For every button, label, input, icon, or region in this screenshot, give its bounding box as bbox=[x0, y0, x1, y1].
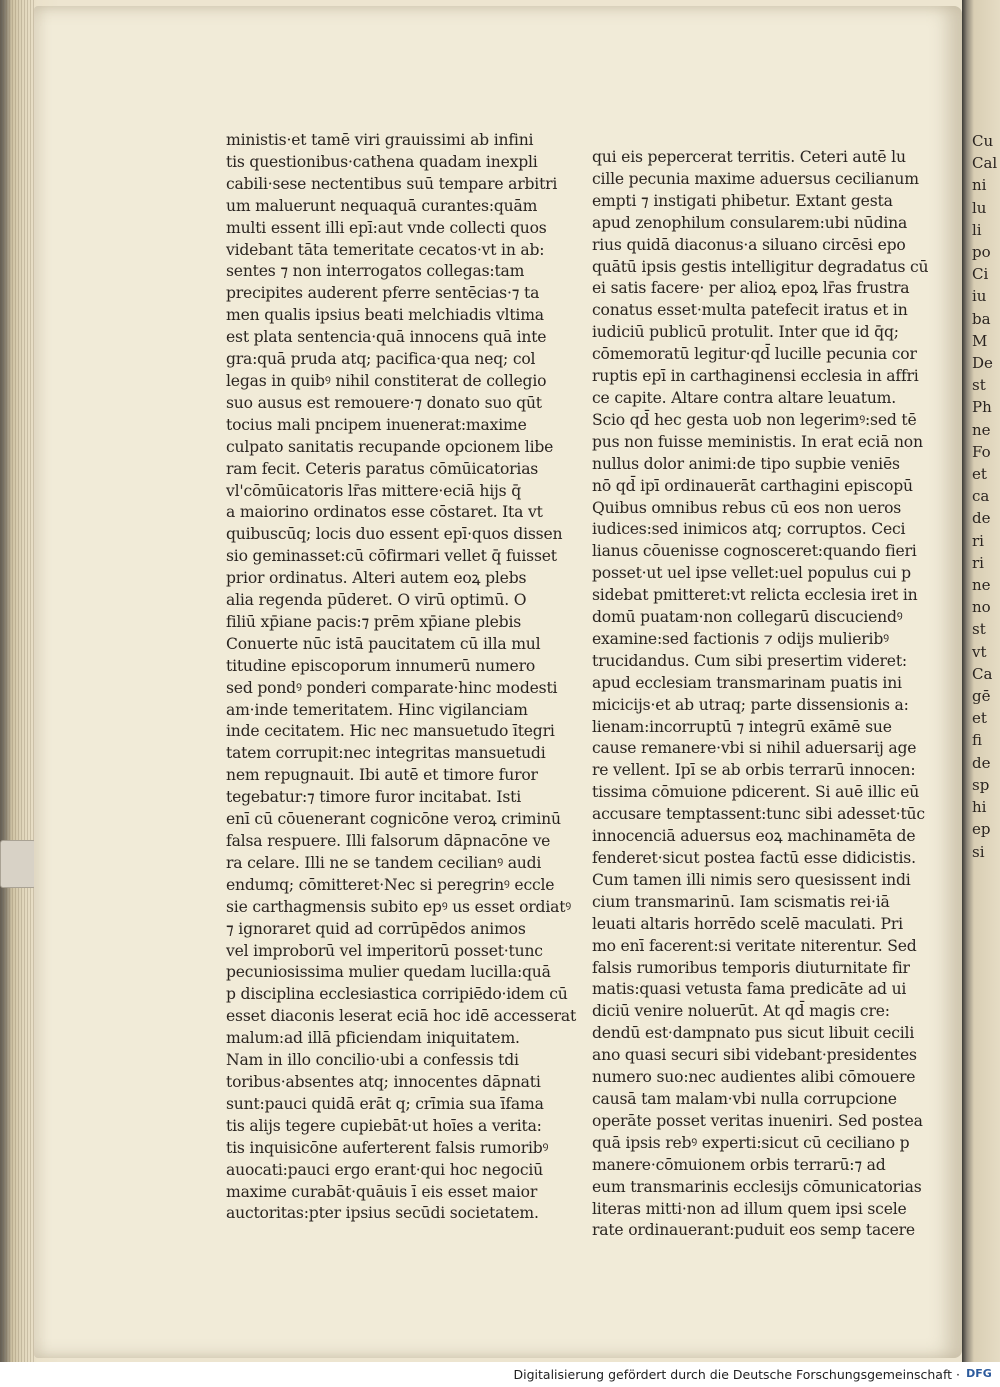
text-line: tocius mali pncipem inuenerat:maxime bbox=[226, 415, 527, 434]
facing-fragment: iu bbox=[972, 287, 987, 306]
text-line: enī cū cōuenerant cognicōne veroꝝ criminū bbox=[226, 810, 561, 829]
text-line: falsa respuere. Illi falsorum dāpnacōne ve bbox=[226, 832, 551, 850]
facing-fragment: vt bbox=[972, 642, 987, 661]
text-line: empti ⁊ instigati phibetur. Extant gesta bbox=[592, 191, 893, 210]
facing-page-text bbox=[972, 130, 1000, 890]
page-clip bbox=[0, 840, 36, 888]
text-line: Quibus omnibus rebus cū eos non ueros bbox=[592, 498, 902, 517]
right-text-column bbox=[592, 147, 929, 1242]
text-line: maxime curabāt·quāuis ī eis esset maior bbox=[226, 1182, 538, 1201]
text-line: a maiorino ordinatos esse cōstaret. Ita vt bbox=[226, 503, 543, 522]
facing-fragment: ri bbox=[972, 531, 984, 550]
facing-fragment: si bbox=[972, 842, 985, 861]
text-line: posset·ut uel ipse vellet:uel populus cui p bbox=[592, 564, 911, 583]
text-line: vl'cōmūicatoris lr̄as mittere·eciā hijs q̄ bbox=[226, 481, 521, 500]
text-line: toribus·absentes atq; innocentes dāpnati bbox=[226, 1072, 541, 1091]
text-line: cōmemoratū legitur·qd̄ lucille pecunia cor bbox=[592, 345, 917, 364]
text-line: pecuniosissima mulier quedam lucilla:quā bbox=[226, 963, 551, 982]
text-line: lienam:incorruptū ⁊ integrū exāmē sue bbox=[592, 717, 892, 736]
text-line: nō qd̄ ipī ordinauerāt carthagini episcopū bbox=[592, 476, 913, 495]
text-line: ram fecit. Ceteris paratus cōmūicatorias bbox=[226, 459, 539, 478]
facing-fragment: gē bbox=[972, 687, 991, 706]
text-line: matis:quasi vetusta fama predicāte ad ui bbox=[592, 980, 907, 999]
text-line: nullus dolor animi:de tipo supbie veniēs bbox=[592, 454, 900, 473]
text-line: filiū xp̄iane pacis:⁊ prēm xp̄iane plebis bbox=[226, 612, 522, 631]
text-line: tis inquisicōne auferterent falsis rumoribꝰ bbox=[226, 1138, 549, 1157]
text-line: est plata sentencia·quā innocens quā inte bbox=[226, 328, 547, 347]
text-line: ⁊ ignoraret quid ad corrūpēdos animos bbox=[226, 919, 526, 938]
text-line: causā tam malam·vbi nulla corrupcione bbox=[592, 1089, 897, 1108]
facing-fragment: De bbox=[972, 354, 993, 373]
text-line: sed pondꝰ ponderi comparate·hinc modesti bbox=[226, 678, 558, 697]
text-line: vel improborū vel imperitorū posset·tunc bbox=[226, 941, 543, 960]
text-line: qui eis pepercerat territis. Ceteri autē lu bbox=[592, 148, 906, 166]
text-line: sie carthagmensis subito epꝰ us esset ordiatꝰ bbox=[226, 897, 572, 916]
text-line: pus non fuisse meministis. In erat eciā non bbox=[592, 432, 923, 451]
text-line: ministis·et tamē viri grauissimi ab infini bbox=[226, 131, 534, 149]
facing-fragment: ne bbox=[972, 576, 991, 595]
text-line: Scio qd̄ hec gesta uob non legerimꝰ:sed tē bbox=[592, 410, 917, 429]
text-line: auctoritas:pter ipsius secūdi societatem. bbox=[226, 1204, 539, 1223]
text-line: legas in quibꝰ nihil constiterat de collegio bbox=[226, 371, 547, 390]
text-line: rate ordinauerant:puduit eos semp tacere bbox=[592, 1221, 915, 1240]
text-line: quātū ipsis gestis intelligitur degradatus cū bbox=[592, 257, 929, 276]
facing-fragment: Ca bbox=[972, 664, 993, 683]
text-line: lianus cōuenisse cognosceret:quando fieri bbox=[592, 542, 917, 561]
text-line: micicijs·et ab utraq; parte dissensionis a: bbox=[592, 695, 909, 714]
facing-fragment: Ph bbox=[972, 398, 992, 417]
facing-fragment: ni bbox=[972, 176, 987, 195]
facing-fragment: lu bbox=[972, 198, 987, 217]
text-line: accusare temptassent:tunc sibi adesset·tūc bbox=[592, 805, 925, 824]
text-line: titudine episcoporum innumerū numero bbox=[226, 656, 536, 675]
text-line: p disciplina ecclesiastica corripiēdo·idem cū bbox=[226, 985, 568, 1004]
text-line: tis alijs tegere cupiebāt·ut hoīes a verita: bbox=[226, 1116, 542, 1135]
text-line: esset diaconis leserat eciā hoc idē accesserat bbox=[226, 1007, 577, 1026]
left-text-column bbox=[226, 130, 577, 1225]
text-line: men qualis ipsius beati melchiadis vltima bbox=[226, 306, 544, 325]
text-line: sentes ⁊ non interrogatos collegas:tam bbox=[226, 262, 525, 281]
text-line: cabili·sese nectentibus suū tempare arbitri bbox=[226, 174, 558, 193]
text-line: endumq; cōmitteret·Nec si peregrinꝰ eccle bbox=[226, 875, 555, 894]
text-line: innocenciā aduersus eoꝝ machinamēta de bbox=[592, 827, 916, 846]
text-line: dendū est·dampnato pus sicut libuit cecili bbox=[592, 1024, 915, 1043]
text-line: inde cecitatem. Hic nec mansuetudo ītegri bbox=[226, 722, 555, 741]
facing-fragment: ri bbox=[972, 553, 984, 572]
text-line: ano quasi securi sibi videbant·presidentes bbox=[592, 1046, 917, 1065]
text-line: nem repugnauit. Ibi autē et timore furor bbox=[226, 766, 538, 785]
text-line: Cum tamen illi nimis sero quesissent indi bbox=[592, 870, 911, 889]
facing-fragment: et bbox=[972, 465, 987, 484]
text-line: diciū venire noluerūt. At qd̄ magis cre: bbox=[592, 1002, 890, 1021]
facing-fragment: ne bbox=[972, 420, 991, 439]
facing-fragment: de bbox=[972, 509, 991, 528]
text-line: multi essent illi epī:aut vnde collecti quos bbox=[226, 218, 547, 237]
text-line: alia regenda pūderet. O virū optimū. O bbox=[226, 591, 527, 610]
text-line: fenderet·sicut postea factū esse didicistis. bbox=[592, 849, 916, 867]
text-line: manere·cōmuionem orbis terrarū:⁊ ad bbox=[592, 1155, 886, 1174]
text-line: iudices:sed inimicos atq; corruptos. Ceci bbox=[592, 520, 906, 539]
text-line: literas mitti·non ad illum quem ipsi scele bbox=[592, 1199, 907, 1218]
text-line: numero suo:nec audientes alibi cōmouere bbox=[592, 1068, 916, 1087]
text-line: am·inde temeritatem. Hinc vigilanciam bbox=[226, 700, 528, 719]
text-line: Conuerte nūc istā paucitatem cū illa mul bbox=[226, 634, 541, 653]
page-edges bbox=[0, 0, 36, 1362]
text-line: re vellent. Ipī se ab orbis terrarū innocen: bbox=[592, 761, 916, 780]
text-line: ra celare. Illi ne se tandem cecilianꝰ audi bbox=[226, 853, 542, 872]
text-line: eum transmarinis ecclesijs cōmunicatorias bbox=[592, 1177, 922, 1196]
text-line: quā ipsis rebꝰ experti:sicut cū ceciliano p bbox=[592, 1133, 910, 1152]
text-line: sidebat pmitteret:vt relicta ecclesia iret in bbox=[592, 586, 918, 605]
text-line: precipites auderent pferre sentēcias·⁊ ta bbox=[226, 284, 540, 303]
dfg-logo: DFG bbox=[966, 1367, 992, 1380]
text-line: suo ausus est remouere·⁊ donato suo qūt bbox=[226, 393, 542, 412]
facing-fragment: no bbox=[972, 598, 991, 617]
facing-fragment: po bbox=[972, 243, 991, 262]
text-line: sunt:pauci quidā erāt q; crīmia sua īfama bbox=[226, 1094, 544, 1113]
text-line: ei satis facere· per alioꝝ epoꝝ lr̄as frustra bbox=[592, 279, 910, 298]
facing-fragment: li bbox=[972, 220, 982, 239]
facing-fragment: de bbox=[972, 753, 991, 772]
text-line: tegebatur:⁊ timore furor incitabat. Isti bbox=[226, 788, 522, 807]
text-line: ruptis epī in carthaginensi ecclesia in affri bbox=[592, 367, 919, 386]
facing-fragment: sp bbox=[972, 775, 990, 794]
text-line: operāte posset veritas inueniri. Sed postea bbox=[592, 1111, 923, 1130]
text-line: auocati:pauci ergo erant·qui hoc negociū bbox=[226, 1160, 544, 1179]
text-line: sio geminasset:cū cōfirmari vellet q̄ fuisset bbox=[226, 547, 557, 566]
text-line: tatem corrupit:nec integritas mansuetudi bbox=[226, 744, 546, 763]
facing-fragment: st bbox=[972, 620, 986, 639]
text-line: domū puatam·non collegarū discuciendꝰ bbox=[592, 608, 903, 627]
facing-fragment: hi bbox=[972, 798, 987, 817]
facing-fragment: ca bbox=[972, 487, 990, 506]
text-line: trucidandus. Cum sibi presertim videret: bbox=[592, 651, 907, 670]
text-line: leuati altaris horrēdo scelē maculati. Pri bbox=[592, 914, 903, 933]
text-line: falsis rumoribus temporis diuturnitate fir bbox=[592, 958, 910, 977]
facing-fragment: ba bbox=[972, 309, 991, 328]
text-line: malum:ad illā pficiendam iniquitatem. bbox=[226, 1029, 520, 1048]
text-line: quibuscūq; locis duo essent epī·quos dissen bbox=[226, 525, 563, 544]
facing-fragment: et bbox=[972, 709, 987, 728]
text-line: culpato sanitatis recupande opcionem libe bbox=[226, 437, 554, 456]
text-line: cium transmarinū. Iam scismatis rei·iā bbox=[592, 892, 890, 911]
text-line: videbant tāta temeritate cecatos·vt in ab: bbox=[226, 240, 545, 259]
text-line: Nam in illo concilio·ubi a confessis tdi bbox=[226, 1051, 519, 1070]
text-line: iudiciū publicū protulit. Inter que id q̄q; bbox=[592, 323, 899, 342]
text-line: apud zenophilum consularem:ubi nūdina bbox=[592, 213, 908, 232]
text-line: prior ordinatus. Alteri autem eoꝝ plebs bbox=[226, 569, 527, 588]
facing-fragment: fi bbox=[972, 731, 983, 750]
text-line: tis questionibus·cathena quadam inexpli bbox=[226, 152, 538, 171]
text-line: conatus esset·multa patefecit iratus et in bbox=[592, 301, 908, 320]
text-line: rius quidā diaconus·a siluano circēsi epo bbox=[592, 235, 906, 254]
facing-fragment: M bbox=[972, 331, 988, 350]
text-line: um maluerunt nequaquā curantes:quām bbox=[226, 196, 538, 215]
text-line: apud ecclesiam transmarinam puatis ini bbox=[592, 673, 902, 692]
text-line: cille pecunia maxime aduersus cecilianum bbox=[592, 169, 919, 188]
text-line: tissima cōmuione pdicerent. Si auē illic eū bbox=[592, 783, 920, 802]
text-line: cause remanere·vbi si nihil aduersarij age bbox=[592, 739, 917, 758]
text-line: gra:quā pruda atq; pacifica·qua neq; col bbox=[226, 350, 536, 369]
facing-fragment: ep bbox=[972, 820, 991, 839]
text-line: ce capite. Altare contra altare leuatum. bbox=[592, 388, 897, 407]
facing-fragment: st bbox=[972, 376, 986, 395]
digitization-footer bbox=[0, 1362, 1000, 1387]
facing-fragment: Cu bbox=[972, 132, 994, 150]
facing-fragment: Ci bbox=[972, 265, 989, 284]
text-line: mo enī facerent:si veritate niterentur. Sed bbox=[592, 936, 917, 955]
facing-fragment: Fo bbox=[972, 442, 991, 461]
facing-fragment: Cal bbox=[972, 154, 998, 173]
funding-credit: Digitalisierung gefördert durch die Deutsche Forschungsgemeinschaft · bbox=[513, 1367, 960, 1382]
text-line: examine:sed factionis ⁊ odijs mulieribꝰ bbox=[592, 629, 889, 648]
